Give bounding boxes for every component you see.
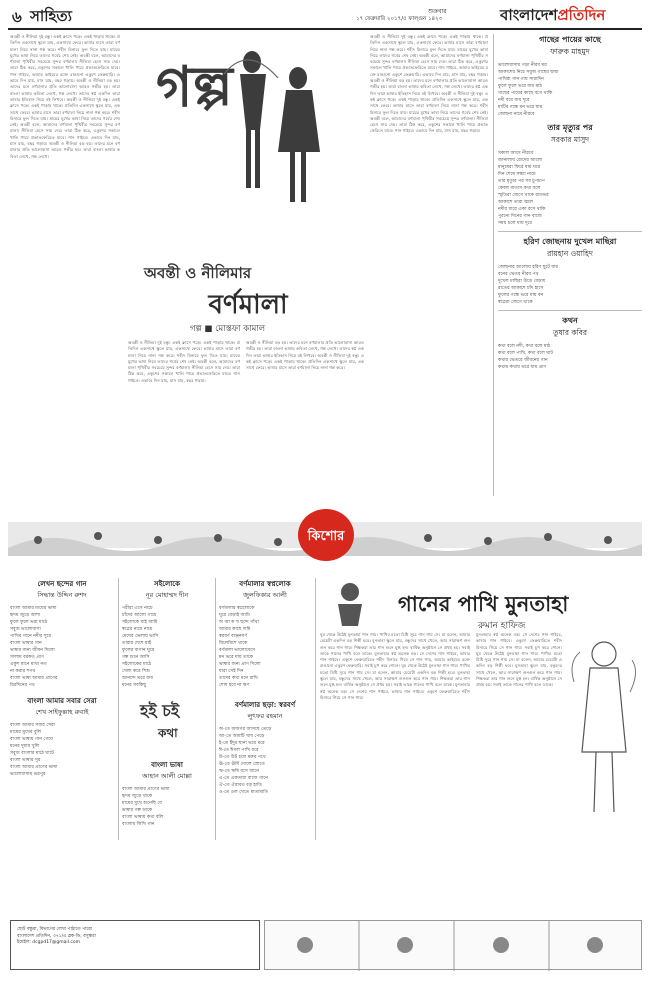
c1b-title: বাংলা আমার সবার সেরা <box>27 696 97 705</box>
kids-story-author: রুমান হাফিজ <box>478 621 526 631</box>
story-column-1: অবন্তী ও নীলিমা দুই বন্ধু। একই ক্লাসে পড়ে। একই পাড়ায় থাকে। প্রতিদিন একসাথে স্কুলে যায়, একসাথে ফেরে। ভাষার মাসে তারা বর্ণমালা নিয়ে নানা গল্প করে। শহীদ মিনারে ফুল দিতে যায়। মায়ের মুখের ভাষা নিয়ে তাদের গর্বের শেষ নেই। অবন্তী বলে, আমাদের বর্ণমালা পৃথিবীর সবচেয়ে সুন্দর বর্ণমালা। নীলিমা হেসে সায় দেয়। তারা ঠিক করে, একুশের সকালে খালি পায়ে প্রভাতফেরিতে যাবে। গান গাইবে, আমার ভাইয়ের রক্তে রাঙানো একুশে ফেব্রুয়ারি। এভাবে দিন যায়, মাস যায়, বছর গড়ায়। অবন্তী ও নীলিমা বড় হয়। তাদের মনে বর্ণমালার প্রতি ভালোবাসা আরও গভীর হয়। তারা বাংলা ভাষায় কবিতা লেখে, গল্প লেখে। তাদের স্বপ্ন একদিন তারা ভাষার ইতিহাস নিয়ে বই লিখবে। অবন্তী ও নীলিমা দুই বন্ধু। একই ক্লাসে পড়ে। একই পাড়ায় থাকে। প্রতিদিন একসাথে স্কুলে যায়, একসাথে ফেরে। ভাষার মাসে তারা বর্ণমালা নিয়ে নানা গল্প করে। শহীদ মিনারে ফুল দিতে যায়। মায়ের মুখের ভাষা নিয়ে তাদের গর্বের শেষ নেই। অবন্তী বলে, আমাদের বর্ণমালা পৃথিবীর সবচেয়ে সুন্দর বর্ণমালা। নীলিমা হেসে সায় দেয়। তারা ঠিক করে, একুশের সকালে খালি পায়ে প্রভাতফেরিতে যাবে। গান গাইবে। এভাবে দিন যায়, মাস যায়, বছর গড়ায়। অবন্তী ও নীলিমা বড় হয়। তাদের মনে বর্ণমালার প্রতি ভালোবাসা আরও গভীর হয়। তারা বাংলা ভাষায় কবিতা লেখে, গল্প লেখে। <box>10 34 120 159</box>
banner-art <box>8 500 642 570</box>
footer-line-3: ইমেইল: dcgpd17@gmail.com <box>17 940 80 945</box>
section-title: সাহিত্য <box>30 7 73 25</box>
c2-title: সইলোকে <box>153 579 181 588</box>
c3b-author: লুৎফর রহমান <box>247 712 283 720</box>
story-author: গল্প ■ মোস্তফা কামাল <box>190 324 266 334</box>
story-column-3: অবন্তী ও নীলিমা বড় হয়। তাদের মনে বর্ণমালার প্রতি ভালোবাসা আরও গভীর হয়। তারা বাংলা ভাষায় কবিতা লেখে, গল্প লেখে। তাদের স্বপ্ন একদিন তারা ভাষার ইতিহাস নিয়ে বই লিখবে। অবন্তী ও নীলিমা দুই বন্ধু। একই ক্লাসে পড়ে। একই পাড়ায় থাকে। প্রতিদিন একসাথে স্কুলে যায়, একসাথে ফেরে। ভাষার মাসে তারা বর্ণমালা নিয়ে নানা গল্প করে। <box>246 340 364 371</box>
story-label-art: গল্প <box>156 54 233 120</box>
c2-author: নূর মোহাম্মদ দীন <box>145 591 189 599</box>
poem3-body: জোছনার আলোয় হরিণ ছুটে যায় বনের ভেতর নীরব পথ দুখেল মাছিরা উড়ে বেড়ায় রাতের আকাশে চাঁদ হাসে ফুলের গন্ধে ভরে যায় বন স্বপ্নেরা জেগে থাকে <box>498 265 559 305</box>
poem3-author: রায়হান ওয়াহিদ <box>547 249 593 258</box>
hoi-choi-logo: হই চই কথা <box>140 701 180 740</box>
story-lower-1: ঘুম থেকে উঠেই মুনতাহা গান গায়। পাখির মতো মিষ্টি সুরে গান গায় সে। মা বলেন, আমার মেয়েটা একদিন বড় শিল্পী হবে। মুনতাহা স্কুলে যায়, বন্ধুদের সাথে খেলে, আর সারাক্ষণ গুনগুন করে গান গায়। শিক্ষকরা তার গান শুনে মুগ্ধ হন। বার্ষিক অনুষ্ঠানে সে প্রথম হয়। সবাই তাকে গানের পাখি বলে ডাকে। মুনতাহার স্বপ্ন অনেক বড়। সে দেশের গান গাইবে, ভাষার গান গাইবে। একুশে ফেব্রুয়ারিতে শহীদ মিনারে গিয়ে সে গান গায়, আমার ভাইয়ের রক্তে রাঙানো একুশে ফেব্রুয়ারি। সবাই চুপ করে শোনে। ঘুম থেকে উঠেই মুনতাহা গান গায়। পাখির মতো মিষ্টি সুরে গান গায় সে। মা বলেন, আমার মেয়েটা একদিন বড় শিল্পী হবে। মুনতাহা স্কুলে যায়, বন্ধুদের সাথে খেলে, আর সারাক্ষণ গুনগুন করে গান গায়। শিক্ষকরা তার গান শুনে মুগ্ধ হন। বার্ষিক অনুষ্ঠানে সে প্রথম হয়। সবাই তাকে গানের পাখি বলে ডাকে। মুনতাহার স্বপ্ন অনেক বড়। সে দেশের গান গাইবে, ভাষার গান গাইবে। একুশে ফেব্রুয়ারিতে শহীদ মিনারে গিয়ে সে গান গায়। <box>320 632 470 700</box>
poem4-body: কথা বলে নদী, কথা বলে মাঠ কথা বলে পাখি, কথা বলে ঘাট কথার ভেতরে জীবনের গান কথায় কথায় ভরে যায় প্রাণ <box>498 344 553 370</box>
footer-box <box>10 920 260 970</box>
poem4-title: কথন <box>562 315 578 325</box>
c1b-author: শেখ সাইফুল্লাহ রুবাই <box>35 708 89 716</box>
poem1-author: ফারুক মাহমুদ <box>550 47 590 56</box>
story-title: বর্ণমালা <box>208 290 288 320</box>
lower-col-3: বর্ণমালার স্বপ্নলোক জুলফিকার আলী বর্ণমালার স্বপ্নলোকে ঘুরে বেড়াই আমি অ আ ক খ ছন্দে গাঁথা আমার কাছে দামি স্বরবর্ণ ব্যঞ্জনবর্ণ মিলেমিশে থাকে বর্ণমালা ভালোবেসে মন ভরে যায় তাকে ভাষার জন্য প্রাণ দিলো যারা সেই দিন তাদের কথা মনে রাখি শোধ হবে না ঋণ বর্ণমালার ছড়া: স্বরবর্ণ লুৎফর রহমান অ-তে অজগর আসছে তেড়ে আ-তে আমটি খাব পেড়ে ই-তে ইঁদুর ছানা ভয়ে মরে ঈ-তে ঈগল পাখি ধরে উ-তে উট চলে মরুর পথে ঊ-তে ঊর্মি দোলে স্রোতে ঋ-তে ঋষি বসে ধ্যানে এ-তে একতারা বাজে গানে ঐ-তে ঐরাবত বড় হাতি ও-তে ওল খেতে মাতামাতি <box>219 578 311 796</box>
page-number: ৬ <box>12 8 22 26</box>
poem2-author: সরকার মাসুদ <box>550 135 590 144</box>
story-column-4: অবন্তী ও নীলিমা দুই বন্ধু। একই ক্লাসে পড়ে। একই পাড়ায় থাকে। প্রতিদিন একসাথে স্কুলে যায়, একসাথে ফেরে। ভাষার মাসে তারা বর্ণমালা নিয়ে নানা গল্প করে। শহীদ মিনারে ফুল দিতে যায়। মায়ের মুখের ভাষা নিয়ে তাদের গর্বের শেষ নেই। অবন্তী বলে, আমাদের বর্ণমালা পৃথিবীর সবচেয়ে সুন্দর বর্ণমালা। নীলিমা হেসে সায় দেয়। তারা ঠিক করে, একুশের সকালে খালি পায়ে প্রভাতফেরিতে যাবে। গান গাইবে, আমার ভাইয়ের রক্তে রাঙানো একুশে ফেব্রুয়ারি। এভাবে দিন যায়, মাস যায়, বছর গড়ায়। অবন্তী ও নীলিমা বড় হয়। তাদের মনে বর্ণমালার প্রতি ভালোবাসা আরও গভীর হয়। তারা বাংলা ভাষায় কবিতা লেখে, গল্প লেখে। তাদের স্বপ্ন একদিন তারা ভাষার ইতিহাস নিয়ে বই লিখবে। অবন্তী ও নীলিমা দুই বন্ধু। একই ক্লাসে পড়ে। একই পাড়ায় থাকে। প্রতিদিন একসাথে স্কুলে যায়, একসাথে ফেরে। ভাষার মাসে তারা বর্ণমালা নিয়ে নানা গল্প করে। শহীদ মিনারে ফুল দিতে যায়। মায়ের মুখের ভাষা নিয়ে তাদের গর্বের শেষ নেই। অবন্তী বলে, আমাদের বর্ণমালা পৃথিবীর সবচেয়ে সুন্দর বর্ণমালা। নীলিমা হেসে সায় দেয়। তারা ঠিক করে, একুশের সকালে খালি পায়ে প্রভাতফেরিতে যাবে। গান গাইবে। এভাবে দিন যায়, মাস যায়, বছর গড়ায়। <box>370 34 488 134</box>
header-rule <box>8 28 642 30</box>
c3-author: জুলফিকার আলী <box>243 591 287 599</box>
c1-author: সিদ্ধান্ত উদ্দিন রুশদ <box>37 591 87 599</box>
c3-title: বর্ণমালার স্বপ্নলোক <box>239 579 291 588</box>
poem1-title: গাছের পায়ের কাছে <box>539 34 601 44</box>
kids-header: কিশোর <box>307 529 345 544</box>
kids-art <box>320 578 380 628</box>
singer-illustration <box>566 632 642 832</box>
newspaper-logo: বাংলাদেশপ্রতিদিন <box>500 6 606 24</box>
comic-strip <box>264 920 642 970</box>
poem1-body: ভালোবাসায় গড়া নীরব ঘর আকাশের নিচে সবুজ গাছের ছায়া পাখিরা গান গায় সারাদিন ফুলে ফুলে ভরে যায় মাঠ গাছের পায়ের কাছে বসে থাকি নদী বয়ে যায় দূরে মাটির গন্ধে মন ভরে যায় জোছনা নামে নীরবে <box>498 63 559 117</box>
two-girls-illustration <box>128 34 364 240</box>
story-column-2: অবন্তী ও নীলিমা দুই বন্ধু। একই ক্লাসে পড়ে। একই পাড়ায় থাকে। প্রতিদিন একসাথে স্কুলে যায়, একসাথে ফেরে। ভাষার মাসে তারা বর্ণমালা নিয়ে নানা গল্প করে। শহীদ মিনারে ফুল দিতে যায়। মায়ের মুখের ভাষা নিয়ে তাদের গর্বের শেষ নেই। অবন্তী বলে, আমাদের বর্ণমালা পৃথিবীর সবচেয়ে সুন্দর বর্ণমালা। নীলিমা হেসে সায় দেয়। তারা ঠিক করে, একুশের সকালে খালি পায়ে প্রভাতফেরিতে যাবে। গান গাইবে। এভাবে দিন যায়, মাস যায়, বছর গড়ায়। <box>128 340 240 383</box>
story-lower-2: মুনতাহার স্বপ্ন অনেক বড়। সে দেশের গান গাইবে, ভাষার গান গাইবে। একুশে ফেব্রুয়ারিতে শহীদ মিনারে গিয়ে সে গান গায়। সবাই চুপ করে শোনে। ঘুম থেকে উঠেই মুনতাহা গান গায়। পাখির মতো মিষ্টি সুরে গান গায় সে। মা বলেন, আমার মেয়েটা একদিন বড় শিল্পী হবে। মুনতাহা স্কুলে যায়, বন্ধুদের সাথে খেলে, আর সারাক্ষণ গুনগুন করে গান গায়। শিক্ষকরা তার গান শুনে মুগ্ধ হন। বার্ষিক অনুষ্ঠানে সে প্রথম হয়। সবাই তাকে গানের পাখি বলে ডাকে। <box>476 632 562 688</box>
kids-section-banner <box>8 500 642 570</box>
footer-line-1: ছোট বন্ধুরা, বিভাগের লেখা পাঠাতে পারো <box>17 927 93 932</box>
header-day: শুক্রবার <box>428 8 447 15</box>
poem4-author: তুষার কবির <box>552 328 588 337</box>
c2b-author: আহান আলী মোল্লা <box>142 772 192 780</box>
lower-col-1: লেখন ছন্দের গান সিদ্ধান্ত উদ্দিন রুশদ বাংলা আমার মায়ের ভাষা হৃদয় জুড়ে আশা ফুলে ফুলে ভরা মাঠে সবুজ ভালোবাসা পাখির গানে নদীর সুরে বাংলা ভাষার গান ভাষার জন্য জীবন দিলো সালাম বরকত প্রাণ একুশ মানে মাথা নত না করার শপথ বাংলা ভাষা আমার প্রাণের চিরদিনের পথ বাংলা আমার সবার সেরা শেখ সাইফুল্লাহ রুবাই বাংলা আমার সবার সেরা মায়ের মুখের বুলি বাংলা ভাষায় গান গেয়ে মনের দুয়ার খুলি সবুজ বাংলার মাঠে ঘাটে বাংলা ভাষার সুর বাংলা আমার প্রাণের ভাষা ভালোবাসায় ভরপুর <box>10 578 114 778</box>
story-illustration <box>128 34 364 240</box>
right-poem-block <box>498 34 642 496</box>
poem3-title: হরিণ জোছনায় দুখেল মাছিরা <box>523 236 617 246</box>
girl-singer-icon <box>566 632 642 832</box>
c3b-title: বর্ণমালার ছড়া: স্বরবর্ণ <box>234 700 296 709</box>
kids-story-title: গানের পাখি মুনতাহা <box>398 591 569 616</box>
lower-col-2: সইলোকে নূর মোহাম্মদ দীন পরীরা এসে নাচে চাঁদের আলো গায়ে সইলোকে যাই আমি স্বপ্নের নায়ে নায়ে মেঘের ভেলায় ভাসি তারার দেশে যাই ফুলের বাগান ঘুরে গল্প শুনে আসি সইলোকের মাঠে খেলা করে শিশু আনন্দে ভরে যায় মনের সবকিছু হই চই কথা বাংলা ভাষা আহান আলী মোল্লা বাংলা আমার প্রাণের ভাষা হৃদয় জুড়ে থাকে মায়ের মুখে শুনেছি যে ভাষার গল্প ডাকে বাংলা ভাষায় কথা বলি বাংলায় লিখি গান <box>122 578 212 828</box>
footer-line-2: বাংলাদেশ প্রতিদিন, ৩৭১/এ ব্লক-ডি, বসুন্ধরা <box>17 933 96 939</box>
column-rule <box>493 34 494 496</box>
poem2-title: তার মৃত্যুর পর <box>547 122 593 132</box>
header-date: ১৭ ফেব্রুয়ারি ২০১৭/৫ ফাল্গুন ১৪২৩ <box>356 16 443 22</box>
kid-figure-icon <box>320 578 380 628</box>
c1-title: লেখন ছন্দের গান <box>37 579 87 588</box>
story-subtitle: অবন্তী ও নীলিমার <box>144 264 252 282</box>
poem2-body: সকাল আসে নীরবে জানালায় রোদের আলো মানুষেরা ফিরে যায় ঘরে দিন শেষে সন্ধ্যা নামে তার মৃত্যুর পর সব চুপচাপ কেবল বাতাস কথা বলে স্মৃতিরা জেগে থাকে রাতভর আকাশে তারা জ্বলে নদীর ধারে একা বসে থাকি পুরনো দিনের গান বাজে সময় চলে যায় দূরে <box>498 151 549 226</box>
c2b-title: বাংলা ভাষা <box>151 760 183 769</box>
